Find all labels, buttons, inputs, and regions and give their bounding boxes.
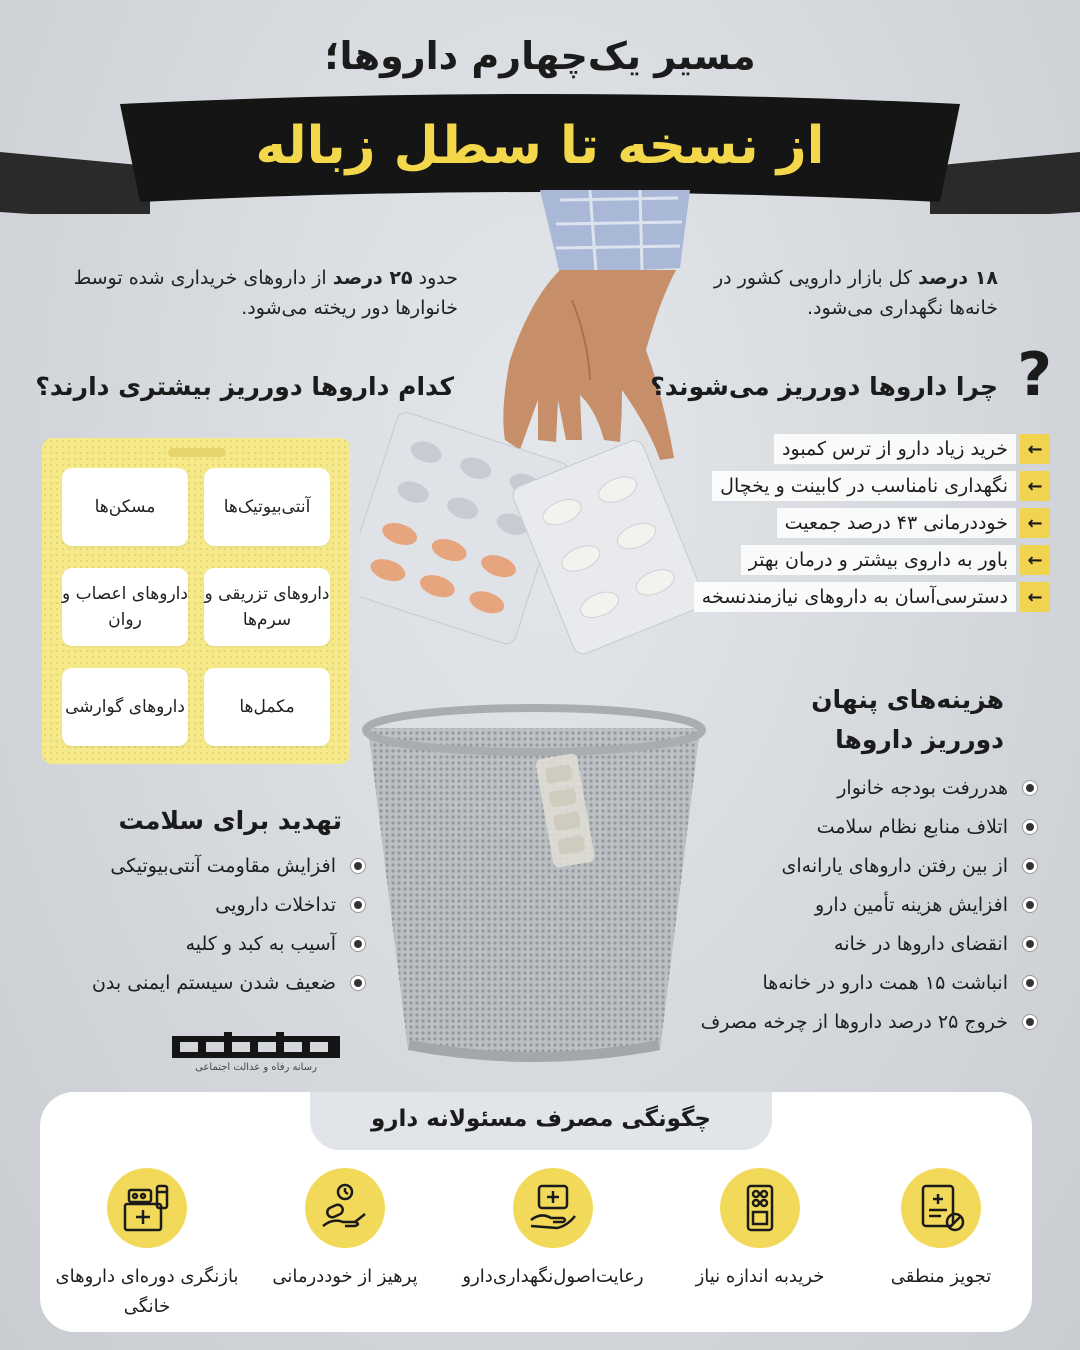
- bullet-dot-icon: [1022, 897, 1038, 913]
- question-mark-icon: ?: [1017, 340, 1052, 410]
- list-item: [701, 846, 1038, 885]
- title-line-2: از نسخه تا سطل زباله: [255, 116, 825, 176]
- medicine-storage-icon: [513, 1168, 593, 1248]
- drug-category-tile: مسکن‌ها: [62, 468, 188, 546]
- tip-buy-as-needed: [665, 1168, 855, 1292]
- arrow-left-icon: ←: [1020, 582, 1050, 612]
- intro-market-share-bold: ۱۸ درصد: [918, 267, 998, 289]
- intro-market-share-text: کل بازار دارویی کشور در خانه‌ها نگهداری می‌شود.: [713, 267, 998, 319]
- tip-label: خرید‌به اندازه نیاز: [695, 1266, 825, 1287]
- tip-storage-rules: [458, 1168, 648, 1292]
- bullet-dot-icon: [1022, 975, 1038, 991]
- title-line-1: مسیر یک‌چهارم داروها؛: [324, 34, 756, 78]
- drug-category-tile: مکمل‌ها: [204, 668, 330, 746]
- bullet-dot-icon: [1022, 858, 1038, 874]
- why-item-text: دسترسی‌آسان به داروهای نیازمند‌نسخه: [694, 582, 1016, 612]
- bullet-dot-icon: [350, 936, 366, 952]
- cost-item-text: از بین رفتن داروهای یارانه‌ای: [781, 854, 1008, 877]
- drug-category-card: [42, 438, 350, 764]
- responsible-use-title: چگونگی مصرف مسئولانه دارو: [371, 1106, 711, 1132]
- list-item: [701, 768, 1038, 807]
- tip-label: پرهیز از خوددرمانی: [272, 1266, 418, 1287]
- health-item-text: افزایش مقاومت آنتی‌بیوتیکی: [110, 854, 336, 877]
- tip-rational-prescription: [846, 1168, 1036, 1292]
- costs-title: [811, 680, 1004, 760]
- list-item: [92, 846, 366, 885]
- list-item: [701, 807, 1038, 846]
- why-item: [610, 434, 1050, 464]
- why-item: [610, 508, 1050, 538]
- bullet-dot-icon: [1022, 780, 1038, 796]
- tip-avoid-self-medication: [250, 1168, 440, 1292]
- list-item: [701, 924, 1038, 963]
- health-item-text: تداخلات دارویی: [215, 893, 336, 916]
- intro-market-share: [698, 263, 998, 323]
- cost-item-text: اتلاف منابع نظام سلامت: [816, 815, 1008, 838]
- why-item: [610, 545, 1050, 575]
- why-item: [610, 582, 1050, 612]
- arrow-left-icon: ←: [1020, 471, 1050, 501]
- health-list: [92, 846, 366, 1002]
- cost-item-text: خروج ۲۵ درصد داروها از چرخه مصرف: [700, 1010, 1008, 1033]
- list-item: [701, 885, 1038, 924]
- arrow-left-icon: ←: [1020, 434, 1050, 464]
- why-item: [610, 471, 1050, 501]
- why-list: [610, 434, 1050, 619]
- health-title: تهدید برای سلامت: [118, 806, 342, 835]
- intro-discard-pre: حدود: [412, 267, 458, 289]
- logo-subtitle: رسانه رفاه و عدالت اجتماعی: [195, 1062, 317, 1073]
- drug-category-tile: داروهای تزریقی و سرم‌ها: [204, 568, 330, 646]
- list-item: [92, 963, 366, 1002]
- cost-item-text: هدررفت بودجه خانوار: [837, 776, 1008, 799]
- intro-discard-text: از داروهای خریداری شده توسط خانوارها دور ریخته می‌شود.: [73, 267, 458, 319]
- health-item-text: آسیب به کبد و کلیه: [185, 932, 336, 955]
- bullet-dot-icon: [1022, 819, 1038, 835]
- drug-category-tile: آنتی‌بیوتیک‌ها: [204, 468, 330, 546]
- cost-item-text: افزایش هزینه تأمین دارو: [814, 893, 1008, 916]
- list-item: [701, 1002, 1038, 1041]
- costs-list: [701, 768, 1038, 1041]
- why-title: چرا داروها دورریز می‌شوند؟: [650, 372, 998, 401]
- which-title: کدام داروها دورریز بیشتری دارند؟: [35, 372, 454, 401]
- intro-discard-share: [58, 263, 458, 323]
- prescription-icon: [901, 1168, 981, 1248]
- list-item: [701, 963, 1038, 1002]
- list-item: [92, 885, 366, 924]
- list-item: [92, 924, 366, 963]
- bullet-dot-icon: [350, 858, 366, 874]
- bullet-dot-icon: [1022, 936, 1038, 952]
- why-item-text: خرید زیاد دارو از ترس کمبود: [774, 434, 1016, 464]
- health-item-text: ضعیف شدن سیستم ایمنی بدن: [91, 971, 336, 994]
- home-medicine-check-icon: [107, 1168, 187, 1248]
- why-item-text: نگهداری نامناسب در کابینت و یخچال: [712, 471, 1016, 501]
- arrow-left-icon: ←: [1020, 545, 1050, 575]
- bullet-dot-icon: [1022, 1014, 1038, 1030]
- arrow-left-icon: ←: [1020, 508, 1050, 538]
- why-item-text: خوددرمانی ۴۳ درصد جمعیت: [777, 508, 1016, 538]
- costs-title-line-1: هزینه‌های پنهان: [811, 685, 1004, 714]
- costs-title-line-2: دورریز داروها: [835, 725, 1004, 754]
- tip-label: تجویز منطقی: [890, 1266, 992, 1287]
- tip-label: بازنگری دوره‌ای داروهای خانگی: [55, 1266, 239, 1317]
- tip-review-home-medicines: [52, 1168, 242, 1322]
- drug-category-tile: داروهای گوارشی: [62, 668, 188, 746]
- intro-discard-bold: ۲۵ درصد: [332, 267, 413, 289]
- pill-box-icon: [720, 1168, 800, 1248]
- tip-label: رعایت‌اصول‌نگهداری‌دارو: [462, 1266, 644, 1287]
- drug-category-tile: داروهای اعصاب و روان: [62, 568, 188, 646]
- hand-pills-basket-illustration: [360, 190, 720, 1080]
- bullet-dot-icon: [350, 897, 366, 913]
- bullet-dot-icon: [350, 975, 366, 991]
- cost-item-text: انباشت ۱۵ همت دارو در خانه‌ها: [762, 971, 1008, 994]
- no-self-medication-icon: [305, 1168, 385, 1248]
- card-tab-decoration: [168, 448, 226, 457]
- cost-item-text: انقضای داروها در خانه: [834, 932, 1008, 955]
- why-item-text: باور به داروی بیشتر و درمان بهتر: [741, 545, 1016, 575]
